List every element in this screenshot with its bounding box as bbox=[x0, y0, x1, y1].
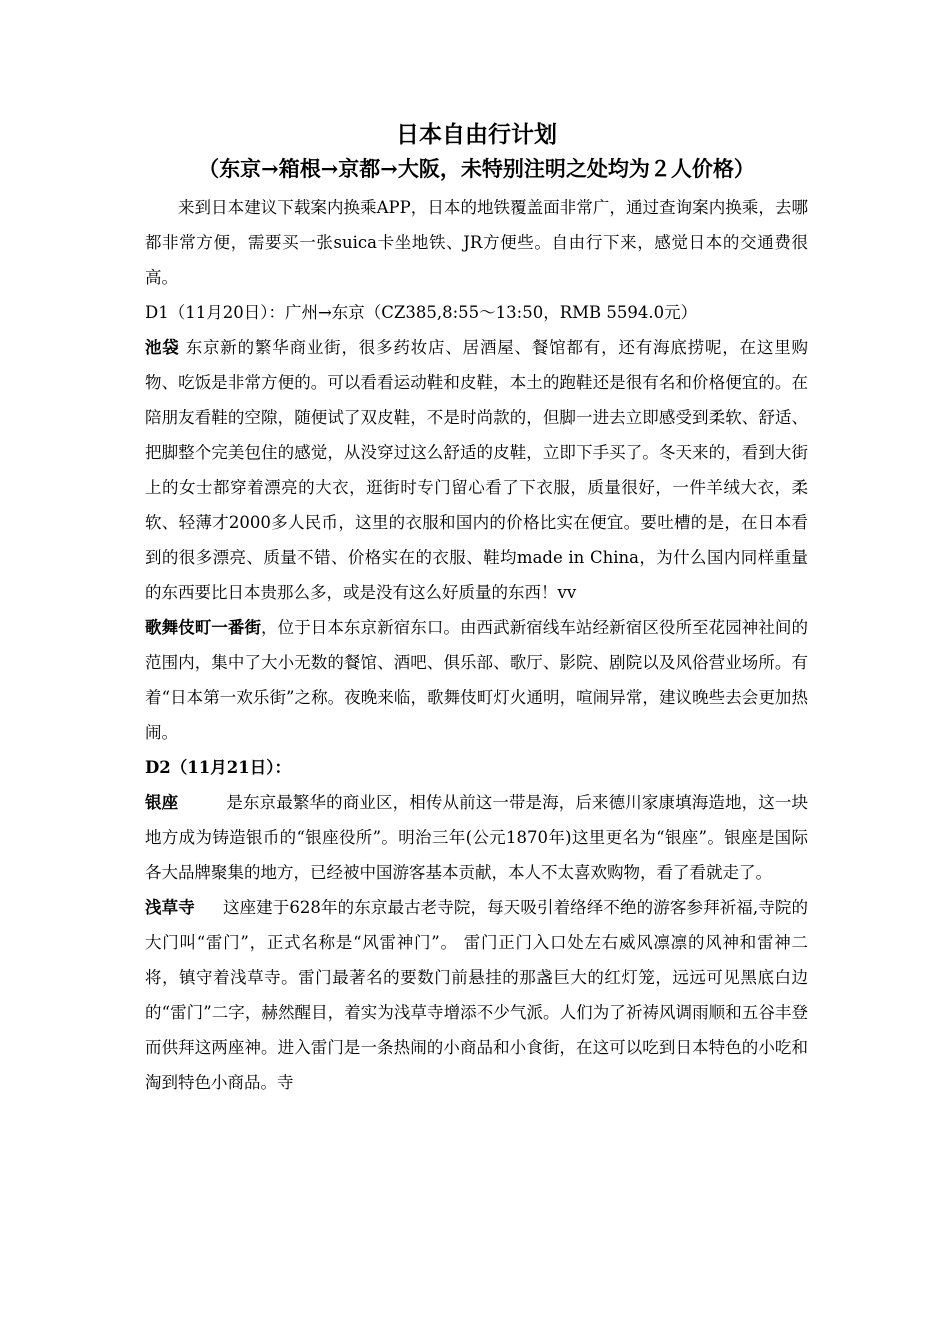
ginza-name: 银座 bbox=[145, 793, 179, 812]
sensoji-paragraph bbox=[145, 890, 808, 1100]
ikebukuro-paragraph bbox=[145, 330, 808, 610]
kabukicho-text: ，位于日本东京新宿东口。由西武新宿线车站经新宿区役所至花园神社间的范围内，集中了大小无数的餐馆、酒吧、俱乐部、歌厅、影院、剧院以及风俗营业场所。有着“日本第一欢乐街”之称。夜晚来临，歌舞伎町灯火通明，喧闹异常，建议晚些去会更加热闹。 bbox=[145, 618, 809, 742]
document-title: 日本自由行计划 bbox=[396, 121, 557, 148]
ginza-text: 是东京最繁华的商业区，相传从前这一带是海，后来德川家康填海造地，这一块地方成为铸造银币的“银座役所”。明治三年(公元1870年)这里更名为“银座”。银座是国际各大品牌聚集的地方，已经被中国游客基本贡献，本人不太喜欢购物，看了看就走了。 bbox=[145, 793, 809, 882]
kabukicho-name: 歌舞伎町一番街 bbox=[145, 618, 262, 637]
ikebukuro-text: 东京新的繁华商业街，很多药妆店、居酒屋、餐馆都有，还有海底捞呢，在这里购物、吃饭是非常方便的。可以看看运动鞋和皮鞋，本土的跑鞋还是很有名和价格便宜的。在陪朋友看鞋的空隙，随便试了双皮鞋，不是时尚款的，但脚一进去立即感受到柔软、舒适、把脚整个完美包住的感觉，从没穿过这么舒适的皮鞋，立即下手买了。冬天来的，看到大街上的女士都穿着漂亮的大衣，逛街时专门留心看了下衣服，质量很好，一件羊绒大衣，柔软、轻薄才2000多人民币，这里的衣服和国内的价格比实在便宜。要吐槽的是，在日本看到的很多漂亮、质量不错、价格实在的衣服、鞋均made in China，为什么国内同样重量的东西要比日本贵那么多，或是没有这么好质量的东西！vv bbox=[145, 338, 809, 602]
kabukicho-paragraph bbox=[145, 610, 808, 750]
intro-paragraph: 来到日本建议下载案内换乘APP，日本的地铁覆盖面非常广，通过查询案内换乘，去哪都非常方便，需要买一张suica卡坐地铁、JR方便些。自由行下来，感觉日本的交通费很高。 bbox=[145, 198, 808, 287]
sensoji-name: 浅草寺 bbox=[145, 898, 195, 917]
document-subtitle: （东京→箱根→京都→大阪，未特别注明之处均为２人价格） bbox=[198, 156, 755, 181]
day1-heading: D1（11月20日）：广州→东京（CZ385,8:55～13:50，RMB 5594.0元） bbox=[145, 303, 698, 322]
day2-heading: D2（11月21日）： bbox=[145, 758, 291, 777]
sensoji-text: 这座建于628年的东京最古老寺院，每天吸引着络绎不绝的游客参拜祈福,寺院的大门叫“雷门”，正式名称是“风雷神门”。 雷门正门入口处左右威风凛凛的风神和雷神二将，镇守着浅草寺。雷门最著名的要数门前悬挂的那盏巨大的红灯笼，远远可见黑底白边的“雷门”二字，赫然醒目，着实为浅草寺增添不少气派。人们为了祈祷风调雨顺和五谷丰登而供拜这两座神。进入雷门是一条热闹的小商品和小食街，在这可以吃到日本特色的小吃和淘到特色小商品。寺 bbox=[145, 898, 808, 1092]
ikebukuro-name: 池袋 bbox=[145, 338, 180, 357]
ginza-paragraph bbox=[145, 785, 808, 890]
document-page bbox=[145, 118, 808, 1100]
